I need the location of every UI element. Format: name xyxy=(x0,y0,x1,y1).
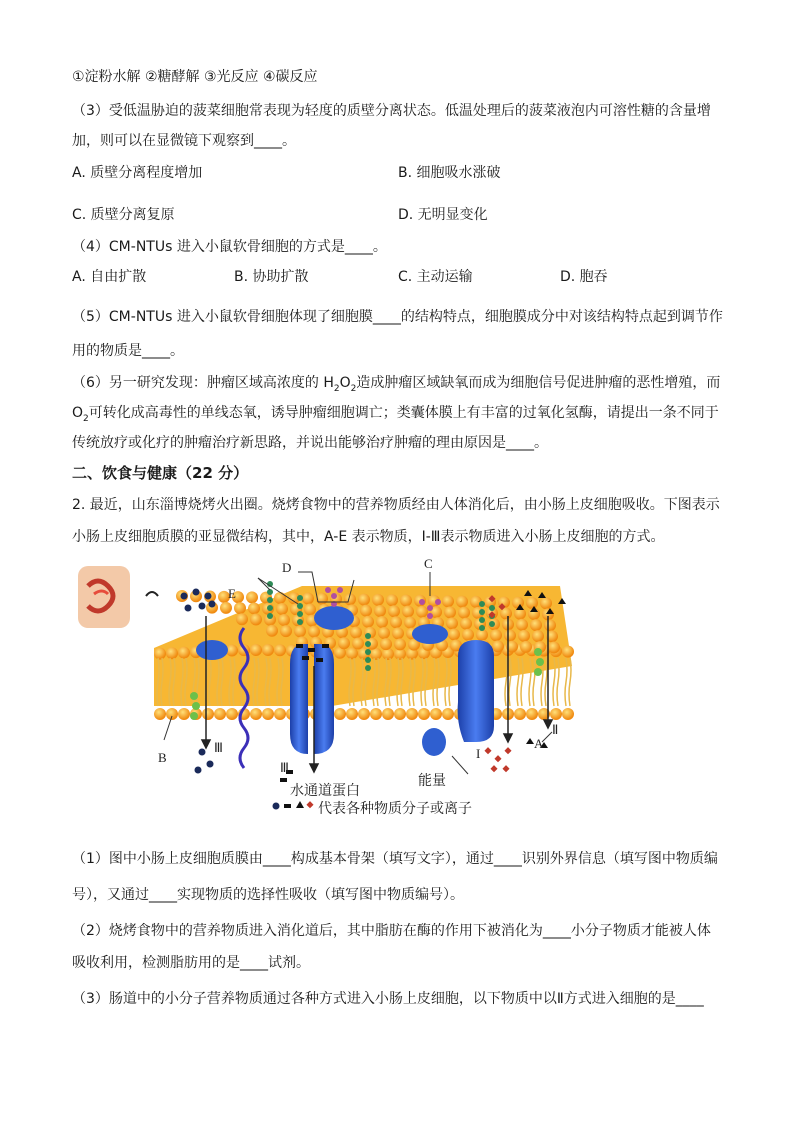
label-b: B xyxy=(158,750,167,765)
lipid-head xyxy=(274,644,286,656)
energy-label: 能量 xyxy=(418,773,446,789)
membrane-diagram xyxy=(72,556,592,816)
q2-stem-line1: 2. 最近，山东淄博烧烤火出圈。烧烤食物中的营养物质经由人体消化后，由小肠上皮细胞吸收。下图表示 xyxy=(72,497,720,513)
lipid-head xyxy=(530,619,542,631)
surface-protein-b xyxy=(196,640,228,660)
lipid-head xyxy=(274,592,286,604)
lipid-head xyxy=(338,637,350,649)
lipid-head xyxy=(526,597,538,609)
lipid-head xyxy=(262,644,274,656)
lipid-head xyxy=(380,638,392,650)
surface-protein-c xyxy=(412,624,448,644)
lipid-head xyxy=(442,595,454,607)
q2-3-line1: （3）肠道中的小分子营养物质通过各种方式进入小肠上皮细胞，以下物质中以Ⅱ方式进入细胞的是____ xyxy=(72,991,704,1007)
q2-stem-line2: 小肠上皮细胞质膜的亚显微结构，其中，A-E 表示物质，I-Ⅲ表示物质进入小肠上皮细胞的方式。 xyxy=(72,529,665,545)
lipid-head xyxy=(362,616,374,628)
lipid-head xyxy=(372,594,384,606)
lipid-head xyxy=(248,602,260,614)
lipid-head xyxy=(302,593,314,605)
legend-text: 代表各种物质分子或离子 xyxy=(318,801,472,817)
lipid-head xyxy=(504,630,516,642)
q1-3-option-a: A. 质壁分离程度增加 xyxy=(72,165,203,181)
lipid-head xyxy=(392,627,404,639)
lipid-head xyxy=(166,708,178,720)
lipid-head xyxy=(386,594,398,606)
lipid-head xyxy=(402,606,414,618)
lipid-head xyxy=(234,602,246,614)
surface-protein-d xyxy=(314,606,354,630)
label-d: D xyxy=(282,560,292,575)
lipid-head xyxy=(562,646,574,658)
lipid-head xyxy=(376,616,388,628)
q1-4-option-c: C. 主动运输 xyxy=(398,269,473,285)
lipid-head xyxy=(166,647,178,659)
label-iii-left: Ⅲ xyxy=(214,740,223,755)
q1-6-line3: 传统放疗或化疗的肿瘤治疗新思路，并说出能够治疗肿瘤的理由原因是____。 xyxy=(72,435,548,451)
lipid-head xyxy=(406,708,418,720)
dark-dots-inside xyxy=(195,749,214,774)
lipid-head xyxy=(446,617,458,629)
lipid-head xyxy=(430,708,442,720)
lipid-head xyxy=(374,605,386,617)
lipid-head xyxy=(214,708,226,720)
lipid-head xyxy=(274,708,286,720)
lipid-head xyxy=(458,607,470,619)
lipid-head xyxy=(226,708,238,720)
label-i: I xyxy=(476,746,481,761)
section2-title: 二、饮食与健康（22 分） xyxy=(72,464,249,482)
lipid-head xyxy=(516,619,528,631)
lipid-head xyxy=(220,602,232,614)
q1-5-line1: （5）CM-NTUs 进入小鼠软骨细胞体现了细胞膜____的结构特点，细胞膜成分中对该结构特点起到调节作 xyxy=(72,309,723,325)
lipid-head xyxy=(418,708,430,720)
lipid-head xyxy=(250,708,262,720)
q1-3-stem-line2: 加，则可以在显微镜下观察到____。 xyxy=(72,133,296,149)
q1-4-option-b: B. 协助扩散 xyxy=(234,269,309,285)
q1-3-option-c: C. 质壁分离复原 xyxy=(72,207,175,223)
peripheral-protein xyxy=(422,728,446,756)
q1-4-stem: （4）CM-NTUs 进入小鼠软骨细胞的方式是____。 xyxy=(72,239,387,255)
q1-options-line: ①淀粉水解 ②糖酵解 ③光反应 ④碳反应 xyxy=(72,69,318,85)
lipid-head xyxy=(262,708,274,720)
lipid-head xyxy=(518,630,530,642)
lipid-head xyxy=(548,641,560,653)
q2-1-line1: （1）图中小肠上皮细胞质膜由____构成基本骨架（填写文字），通过____识别外界信息（填写图中物质编 xyxy=(72,851,718,867)
lipid-head xyxy=(448,628,460,640)
lipid-head xyxy=(370,708,382,720)
membrane-figure xyxy=(72,556,592,816)
q1-4-option-a: A. 自由扩散 xyxy=(72,269,147,285)
lipid-head xyxy=(550,708,562,720)
lipid-head xyxy=(456,596,468,608)
lipid-head xyxy=(490,629,502,641)
label-a: A xyxy=(534,736,544,751)
lipid-head xyxy=(294,625,306,637)
lipid-head xyxy=(562,708,574,720)
q1-3-option-d: D. 无明显变化 xyxy=(398,207,488,223)
lipid-head xyxy=(308,626,320,638)
lipid-head xyxy=(394,708,406,720)
q2-1-line2: 号），又通过____实现物质的选择性吸收（填写图中物质编号）。 xyxy=(72,887,464,903)
lipid-head xyxy=(400,594,412,606)
lipid-head xyxy=(276,603,288,615)
carrier-protein xyxy=(458,640,494,742)
lipid-head xyxy=(278,614,290,626)
intestine-icon xyxy=(78,566,158,628)
lipid-head xyxy=(154,648,166,660)
lipid-head xyxy=(280,625,292,637)
lipid-head xyxy=(250,613,262,625)
lipid-head xyxy=(178,708,190,720)
lipid-head xyxy=(394,638,406,650)
q2-2-line2: 吸收利用，检测脂肪用的是____试剂。 xyxy=(72,955,310,971)
lipid-head xyxy=(236,613,248,625)
lipid-head xyxy=(540,597,552,609)
legend-symbols xyxy=(273,801,314,810)
label-ii: Ⅱ xyxy=(552,722,559,737)
lipid-head xyxy=(154,708,166,720)
lipid-head xyxy=(460,618,472,630)
lipid-head xyxy=(378,627,390,639)
red-diamonds-inside xyxy=(484,747,511,772)
lipid-head xyxy=(492,640,504,652)
lipid-head xyxy=(358,708,370,720)
lipid-head xyxy=(334,708,346,720)
q1-4-option-d: D. 胞吞 xyxy=(560,269,608,285)
lipid-head xyxy=(350,626,362,638)
lipid-head xyxy=(250,644,262,656)
lipid-head xyxy=(404,617,416,629)
lipid-head xyxy=(358,594,370,606)
lipid-head xyxy=(178,647,190,659)
q1-5-line2: 用的物质是____。 xyxy=(72,343,184,359)
lipid-head xyxy=(382,708,394,720)
lipid-head xyxy=(520,641,532,653)
lipid-head xyxy=(462,629,474,641)
lipid-head xyxy=(388,605,400,617)
lipid-head xyxy=(442,708,454,720)
label-c: C xyxy=(424,556,433,571)
lipid-head xyxy=(444,606,456,618)
label-iii-middle: Ⅲ xyxy=(280,760,289,775)
water-channel-label: 水通道蛋白 xyxy=(290,783,360,799)
lipid-head xyxy=(360,605,372,617)
lipid-head xyxy=(382,648,394,660)
q1-6-line1: （6）另一研究发现：肿瘤区域高浓度的 $H_2O_2$造成肿瘤区域缺氧而成为细胞信号促进肿瘤的恶性增殖，而 xyxy=(72,375,721,394)
lipid-head xyxy=(202,708,214,720)
lipid-head xyxy=(416,606,428,618)
lipid-head xyxy=(544,619,556,631)
lipid-head xyxy=(514,708,526,720)
lipid-head xyxy=(390,616,402,628)
q1-6-line2: $O_2$可转化成高毒性的单线态氧，诱导肿瘤细胞调亡；类囊体膜上有丰富的过氧化氢酶，请提出一条不同于 xyxy=(72,405,719,424)
q1-3-stem-line1: （3）受低温胁迫的菠菜细胞常表现为轻度的质壁分离状态。低温处理后的菠菜液泡内可溶性糖的含量增 xyxy=(72,103,711,119)
q1-3-option-b: B. 细胞吸水涨破 xyxy=(398,165,501,181)
lipid-head xyxy=(246,591,258,603)
lipid-head xyxy=(266,625,278,637)
q2-2-line1: （2）烧烤食物中的营养物质进入消化道后，其中脂肪在酶的作用下被消化为____小分子物质才能被人体 xyxy=(72,923,711,939)
channel-protein-left xyxy=(290,644,308,754)
lipid-head xyxy=(352,638,364,650)
lipid-head xyxy=(304,604,316,616)
label-e: E xyxy=(228,586,236,601)
lipid-head xyxy=(512,597,524,609)
lipid-heads-bottom xyxy=(154,708,574,720)
lipid-head xyxy=(526,708,538,720)
lipid-head xyxy=(532,630,544,642)
lipid-head xyxy=(346,708,358,720)
